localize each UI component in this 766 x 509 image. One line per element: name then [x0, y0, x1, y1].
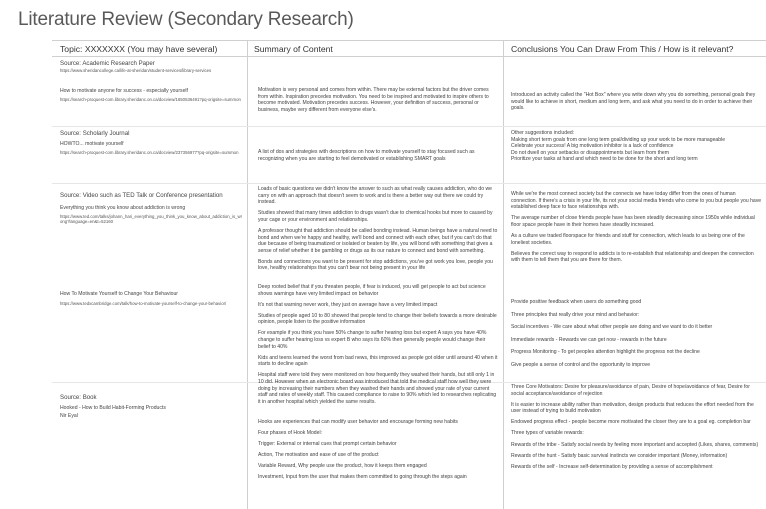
summary-paragraph: Hospital staff were told they were monitored on how frequently they washed their hands, but still only 1 in 10 did. However when an electronic board was introduced that told the medical staff how well they were doing by increasing their numbers when they washed their hands and showed your rate of your current staff and rates of weekly staff. This caused compliance to raise to 90% which led to researches replicating it in another hospital which yielded the same results. — [258, 372, 497, 405]
source-cell — [60, 192, 242, 272]
source-label: Source: Academic Research Paper — [60, 60, 155, 67]
conclusions-cell — [511, 92, 761, 122]
row-divider — [52, 126, 766, 127]
item-link[interactable]: https://www.tedxcambridge.com/talk/how-to-motivate-yourself-to-change-your-behavior/ — [60, 300, 227, 306]
source-link[interactable]: https://www.sheridancollege.ca/life-at-sheridan/student-services/library-services — [60, 67, 212, 73]
summary-paragraph: Investment, Input from the user that makes them committed to going through the steps again — [258, 474, 467, 481]
conclusion-paragraph: Rewards of the self - Increase self-determination by providing a sense of accomplishment — [511, 463, 713, 470]
summary-paragraph: For example if you think you have 50% change to suffer hearing loss but expert A says you have 40% change to suffer hearing loss vs expert B who says its 60% then generally people would change their belief to 40% — [258, 330, 487, 350]
page-title: Literature Review (Secondary Research) — [18, 9, 354, 30]
header-conclusions: Conclusions You Can Draw From This / How is it relevant? — [511, 44, 734, 54]
conclusions-cell — [511, 384, 763, 507]
conclusion-paragraph: Provide positive feedback when users do something good — [511, 299, 642, 305]
conclusion-paragraph: Introduced an activity called the "Hot Box" where you write down why you do something, personal goals they would like to achieve in short, medium and long term, and ask what you need to do in order to achieve their goals. — [511, 92, 756, 112]
summary-cell — [258, 87, 498, 123]
conclusion-line: Other suggestions included: — [511, 130, 575, 136]
item-title: Everything you think you know about addiction is wrong — [60, 204, 186, 211]
summary-paragraph: Loads of basic questions we didn't know the answer to such as what really causes addiction, who do we carry on with an approach that doesn't seem to work and is there a better way out there we could try instead. — [258, 186, 493, 206]
summary-paragraph: A list of dos and strategies with descriptions on how to motivate yourself to stay focused such as recognizing when you are starting to feel demotivated or establishing SMART goals — [258, 149, 475, 162]
summary-paragraph: Bonds and connections you want to be present for stop addictions, you've got work you love, people you love, healthy relationships that you can't bear not being present in your life — [258, 258, 493, 272]
conclusion-paragraph: While we're the most connect society but the connects we have today differ from the ones of human connection. If there's a crisis in your life, its not your social media friends who come to you but people you have established deep face to face relationships with. — [511, 191, 762, 211]
conclusion-paragraph: Three types of variable rewards: — [511, 430, 584, 437]
item-link[interactable]: https://search-proquest-com.library.sheridanc.on.ca/docview/237356977?pq-origsite=summon — [60, 150, 239, 156]
summary-paragraph: Action, The motivation and ease of use of the product — [258, 452, 379, 459]
item-link[interactable]: https://www.ted.com/talks/johann_hari_everything_you_think_you_know_about_addiction_is_wrong?language=en&t=52160 — [60, 214, 243, 225]
conclusion-paragraph: Rewards of the hunt - Satisfy basic survival instincts we consider important (Money, information) — [511, 452, 728, 459]
summary-paragraph: Variable Reward, Why people use the product, how it keeps them engaged — [258, 463, 427, 470]
source-cell — [60, 130, 242, 180]
conclusions-cell — [511, 130, 763, 180]
conclusion-paragraph: Three Core Motivators: Desire for pleasure/avoidance of pain, Desire of hope/avoidance of fear, Desire for social acceptance/avoidance of rejection — [511, 384, 750, 397]
conclusion-paragraph: Social incentives - We care about what other people are doing and we want to do it better — [511, 324, 713, 331]
item-title: HOWTO... motivate yourself — [60, 140, 124, 147]
source-cell — [60, 60, 242, 124]
conclusion-line: Celebrate your success! A big motivation inhibitor is a lack of confidence — [511, 143, 674, 150]
conclusion-paragraph: Endowed progress effect - people become more motivated the closer they are to a goal eg. completion bar — [511, 419, 751, 426]
source-cell — [60, 291, 242, 321]
source-label: Source: Book — [60, 394, 97, 401]
row-divider — [52, 183, 766, 184]
conclusion-line: Do not dwell on your setbacks or disappointments but learn from them — [511, 149, 669, 156]
conclusions-cell — [511, 191, 763, 291]
summary-paragraph: Hooks are experiences that can modify user behavior and encourage forming new habits — [258, 419, 458, 425]
item-link[interactable]: https://search-proquest-com.library.sheridanc.on.ca/docview/1650536491?pq-origsite=summon — [60, 97, 241, 103]
summary-paragraph: Kids and teens learned the worst from bad news, this improved as people got older until around 40 when it starts to decline again — [258, 354, 498, 368]
source-label: Source: Scholarly Journal — [60, 130, 130, 137]
summary-paragraph: Four phases of Hook Model: — [258, 430, 322, 437]
summary-paragraph: Trigger: External or internal cues that prompt certain behavior — [258, 441, 397, 448]
conclusions-cell — [511, 299, 763, 379]
item-title: How to motivate anyone for success - especially yourself — [60, 87, 188, 94]
conclusion-paragraph: As a culture we traded floorspace for friends and stuff for connection, which leads to us being one of the loneliest societies. — [511, 232, 745, 246]
summary-paragraph: Studies showed that many times addiction to drugs wasn't due to chemical hooks but more to caused by your cage or your environment and relationships. — [258, 210, 493, 223]
conclusion-paragraph: Believes the correct way to respond to addicts is to re-establish that relationship and deepen the connection with them to tell them that you are there for them. — [511, 250, 754, 264]
summary-cell — [258, 149, 498, 179]
column-divider-2 — [503, 40, 504, 509]
conclusion-paragraph: Three principles that really drive your mind and behavior: — [511, 311, 640, 318]
item-title: How To Motivate Yourself to Change Your Behaviour — [60, 291, 178, 297]
conclusion-paragraph: Rewards of the tribe - Satisfy social needs by feeling more important and accepted (Likes, shares, comments) — [511, 441, 759, 448]
summary-paragraph: It's not that warning never work, they just on average have a very limited impact — [258, 301, 438, 308]
header-summary: Summary of Content — [254, 44, 333, 54]
summary-paragraph: Studies of people aged 10 to 80 showed that people tend to change their beliefs towards a more desirable opinion, people listen to the positive information — [258, 312, 497, 326]
header-topic: Topic: XXXXXXX (You may have several) — [60, 44, 218, 54]
conclusion-paragraph: It is easier to increase ability rather than motivation, design products that reduces the effort needed from the user instead of trying to build motivation — [511, 401, 754, 415]
conclusion-paragraph: Progress Monitoring - To get peoples attention highlight the progress not the decline — [511, 349, 700, 356]
header-top-divider — [52, 40, 766, 41]
summary-cell — [258, 284, 498, 405]
source-cell — [60, 394, 242, 424]
item-author: Nir Eyal — [60, 413, 78, 420]
summary-cell — [258, 419, 498, 507]
conclusion-paragraph: Give people a sense of control and the opportunity to improve — [511, 361, 651, 368]
summary-paragraph: A professor thought that addiction should be called bonding instead. Human beings have a natural need to bond and when we're happy and healthy, we'll bond and connect with each other, but if you can't do that due because of being traumatized or isolated or beaten by life, you will bond with something that gives a sense of relief whether it be gambling or drugs as its our nature to connect and bond with something. — [258, 227, 498, 254]
column-divider-1 — [247, 40, 248, 509]
summary-paragraph: Deep rooted belief that if you threaten people, if fear is induced, you will get people to act but science shows warnings have very limited impact on behavior — [258, 284, 486, 297]
summary-paragraph: Motivation is very personal and comes from within. There may be external factors but the driver comes from within. Inspiration precedes motivation. You need to be inspired and motivated to inspire others to become motivated. Motivation precedes success. However, your definition of success, personal or business, maybe very different from everyone else's. — [258, 87, 489, 113]
header-bottom-divider — [52, 56, 766, 57]
conclusion-line: Prioritize your tasks at hand and which need to be done for the short and long term — [511, 156, 698, 163]
source-label: Source: Video such as TED Talk or Conference presentation — [60, 192, 223, 199]
conclusion-paragraph: Immediate rewards - Rewards we can get now - rewards in the future — [511, 336, 667, 343]
conclusion-paragraph: The average number of close friends people have has been steadily decreasing since 1950s while individual floor space people have in their homes have steadily increased. — [511, 215, 755, 228]
item-title: Hooked - How to Build Habit-Forming Products — [60, 404, 166, 411]
conclusion-line: Making short term goals from one long term goal/dividing up your work to be more manageable — [511, 136, 726, 143]
